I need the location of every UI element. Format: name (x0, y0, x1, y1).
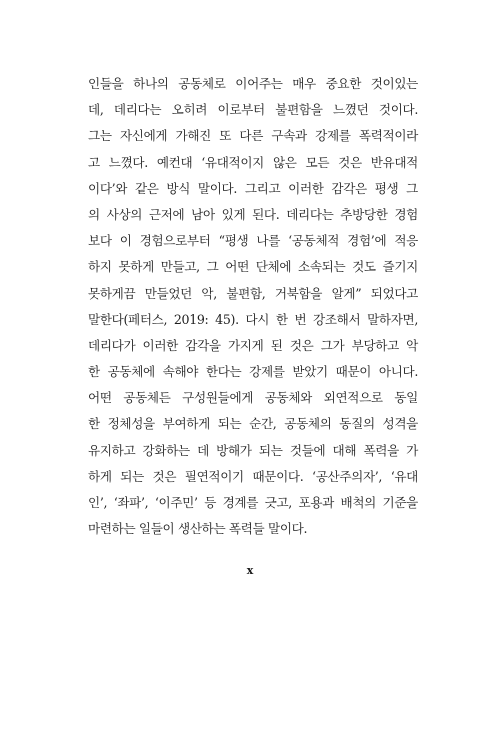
text-line: 고 느꼈다. 예컨대 ‘유대적이지 않은 모든 것은 반유대적 (88, 154, 418, 170)
text-line: 못하게끔 만들었던 악, 불편함, 거북함을 알게” 되었다고 (88, 285, 418, 301)
text-line: 데리다가 이러한 감각을 가지게 된 것은 그가 부당하고 악 (88, 337, 418, 353)
text-line: 하게 되는 것은 필연적이기 때문이다. ‘공산주의자’, ‘유대 (88, 468, 418, 484)
text-line: 이다’와 같은 방식 말이다. 그리고 이러한 감각은 평생 그 (88, 180, 418, 196)
text-line: 마련하는 일들이 생산하는 폭력들 말이다. (88, 521, 308, 537)
text-line: 하지 못하게 만들고, 그 어떤 단체에 소속되는 것도 즐기지 (88, 259, 418, 275)
body-text (88, 71, 418, 542)
text-line: 한 공동체에 속해야 한다는 강제를 받았기 때문이 아니다. (88, 364, 418, 380)
text-line: 데, 데리다는 오히려 이로부터 불편함을 느꼈던 것이다. (88, 102, 418, 118)
text-line: 말한다(페터스, 2019: 45). 다시 한 번 강조해서 말하자면, (88, 311, 418, 327)
text-line: 유지하고 강화하는 데 방해가 되는 것들에 대해 폭력을 가 (88, 442, 418, 458)
text-line: 인들을 하나의 공동체로 이어주는 매우 중요한 것이있는 (88, 76, 418, 91)
text-line: 의 사상의 근저에 남아 있게 된다. 데리다는 추방당한 경험 (88, 206, 418, 222)
page-number: x (246, 564, 254, 577)
text-line: 그는 자신에게 가해진 또 다른 구속과 강제를 폭력적이라 (88, 128, 418, 144)
text-line: 한 정체성을 부여하게 되는 순간, 공동체의 동질의 성격을 (88, 416, 418, 432)
text-line: 어떤 공동체든 구성원들에게 공동체와 외연적으로 동일 (88, 390, 418, 406)
text-line: 인’, ‘좌파’, ‘이주민’ 등 경계를 긋고, 포용과 배척의 기준을 (88, 495, 418, 510)
text-line: 보다 이 경험으로부터 “평생 나를 ‘공동체적 경험’에 적응 (88, 233, 418, 249)
